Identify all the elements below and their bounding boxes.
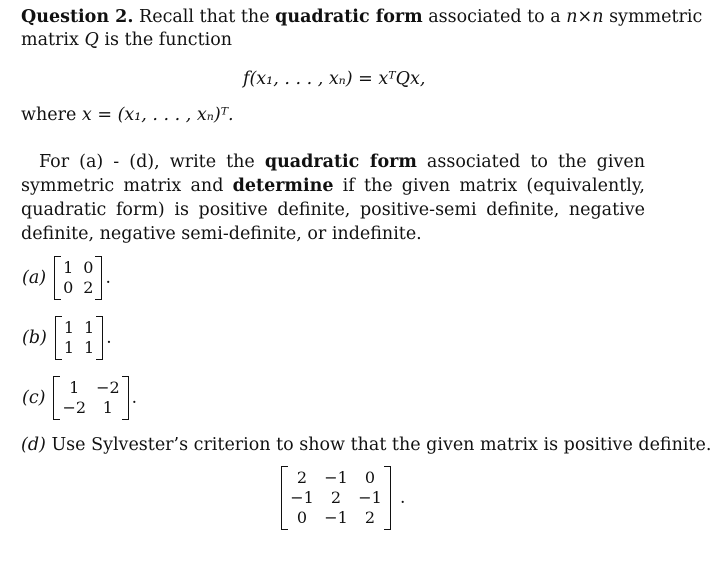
matrix-cell: −1 [290,488,314,507]
matrix-cell: 0 [364,468,376,487]
question-heading: Question 2. [21,7,134,27]
matrix-c [53,376,128,420]
matrix-cell: 0 [296,508,308,527]
left-bracket [54,256,61,300]
instructions-text: associated to the given symmetric matrix and [21,152,645,196]
right-bracket [384,466,391,530]
matrix-cell: −2 [62,398,87,417]
left-bracket [281,466,288,530]
item-c-label: (c) [22,388,46,408]
period: . [106,328,112,348]
item-c [22,376,137,420]
matrix-a [54,256,102,300]
where-line [21,103,234,127]
matrix-cell: 1 [84,318,95,337]
matrix-cell: 1 [63,258,74,277]
intro-text: Recall that the [139,7,270,27]
left-bracket [53,376,60,420]
matrix-cell: 2 [296,468,308,487]
matrix-cell: 2 [83,278,94,297]
item-a-label: (a) [22,268,47,288]
period: . [105,268,111,288]
matrix-cell: 0 [63,278,74,297]
intro-text: matrix [21,30,79,50]
item-d-text: Use Sylvester’s criterion to show that the given matrix is positive definite. [51,435,711,455]
where-word: where [21,105,77,125]
matrix-cell: 1 [69,378,80,397]
matrix-cell: −1 [324,508,348,527]
intro-text: symmetric [609,7,703,27]
quadratic-form-term: quadratic form [275,7,423,27]
matrix-cell: 1 [102,398,113,417]
item-d-line [21,433,711,457]
quadratic-form-equation: f(x₁, . . . , xₙ) = xᵀQx, [243,69,426,89]
right-bracket [95,256,102,300]
matrix-b [55,316,103,360]
item-a [22,256,111,300]
matrix-d [281,466,391,530]
matrix-cell: 0 [83,258,94,277]
intro-text: is the function [104,30,233,50]
matrix-cell: 2 [364,508,376,527]
instructions-text: For (a) - (d), write the [39,152,255,172]
matrix-cell: 1 [84,338,95,357]
quadratic-form-term: quadratic form [264,152,417,172]
intro-line-1 [21,5,702,29]
instructions-paragraph [21,150,645,246]
matrix-cell: 1 [63,338,75,357]
matrix-q-symbol: Q [84,30,99,50]
matrix-cell: 1 [63,318,75,337]
period: . [131,388,138,408]
vector-x-definition: x = (x₁, . . . , xₙ)ᵀ. [81,105,234,125]
intro-text: associated to a [428,7,561,27]
instructions-text: if the given matrix (equivalently, quadratic form) is positive definite, positive-semi definite, negative definite, negative semi-definite, or indefinite. [21,176,645,244]
left-bracket [55,316,62,360]
matrix-cell: 2 [330,488,342,507]
period: . [400,488,406,508]
item-b-label: (b) [22,328,47,348]
item-b [22,316,112,360]
item-d-label: (d) [21,435,46,455]
item-d-matrix-wrap [281,466,405,530]
right-bracket [96,316,103,360]
determine-term: determine [232,176,334,196]
matrix-cell: −1 [324,468,348,487]
right-bracket [122,376,129,420]
matrix-cell: −2 [96,378,120,397]
matrix-cell: −1 [358,488,382,507]
intro-line-2 [21,28,232,52]
nxn-math: n×n [566,7,604,27]
